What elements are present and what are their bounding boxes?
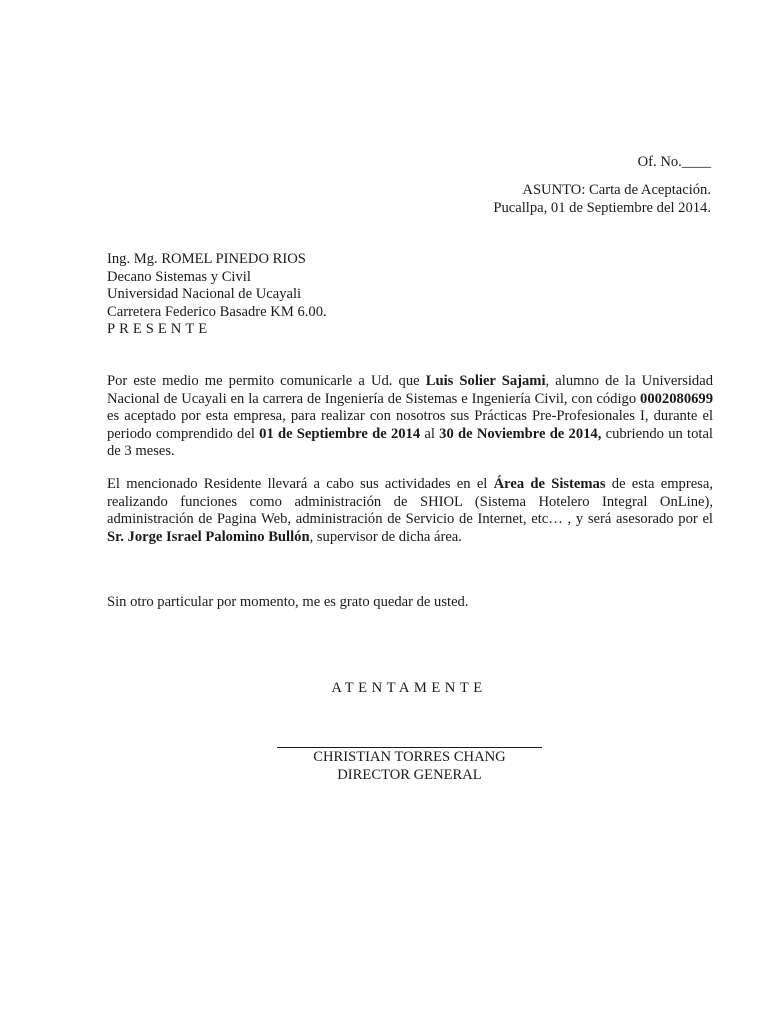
student-code: 0002080699: [640, 390, 713, 407]
p2-text-a: El mencionado Residente llevará a cabo sus actividades en el: [107, 476, 494, 492]
recipient-institution: Universidad Nacional de Ucayali: [107, 286, 302, 303]
p1-text-c: es aceptado por esta empresa, para realizar con nosotros sus Prácticas Pre-Profesionales I, durante el periodo comprendido del: [107, 408, 713, 442]
p2-text-c: , supervisor de dicha área.: [309, 528, 462, 545]
p1-text-d: al: [420, 425, 440, 442]
body-paragraph-1: [107, 373, 713, 461]
student-name: Luis Solier Sajami: [425, 373, 546, 389]
recipient-block: [107, 251, 327, 339]
date-line: Pucallpa, 01 de Septiembre del 2014.: [493, 200, 711, 216]
end-date: 30 de Noviembre de 2014,: [439, 425, 602, 442]
closing-atentamente: ATENTAMENTE: [331, 680, 487, 696]
recipient-title: Decano Sistemas y Civil: [107, 268, 251, 285]
p1-text-a: Por este medio me permito comunicarle a Ud. que: [107, 373, 426, 389]
area-name: Área de Sistemas: [493, 476, 606, 492]
supervisor-name: Sr. Jorge Israel Palomino Bullón: [107, 528, 310, 545]
body-paragraph-2: [107, 476, 713, 546]
p1-text-e: cubriendo un total de 3 meses.: [107, 425, 713, 460]
body-paragraph-3: Sin otro particular por momento, me es grato quedar de usted.: [107, 594, 469, 610]
presente-label: PRESENTE: [107, 321, 212, 338]
recipient-name: Ing. Mg. ROMEL PINEDO RIOS: [107, 251, 306, 267]
signer-name: CHRISTIAN TORRES CHANG: [313, 749, 506, 765]
signer-title: DIRECTOR GENERAL: [337, 767, 482, 783]
signature-line: [277, 747, 542, 748]
subject-line: ASUNTO: Carta de Aceptación.: [522, 182, 711, 198]
p1-text-b: , alumno de la Universidad Nacional de Ucayali en la carrera de Ingeniería de Sistemas e Ingeniería Civil, con código: [107, 373, 713, 407]
start-date: 01 de Septiembre de 2014: [259, 425, 421, 442]
recipient-address: Carretera Federico Basadre KM 6.00.: [107, 303, 327, 320]
p2-text-b: de esta empresa, realizando funciones como administración de SHIOL (Sistema Hotelero Integral OnLine), administración de Pagina Web, administración de Servicio de Internet, etc… , y será asesorado por el: [107, 476, 713, 528]
office-number: Of. No.____: [637, 154, 711, 170]
